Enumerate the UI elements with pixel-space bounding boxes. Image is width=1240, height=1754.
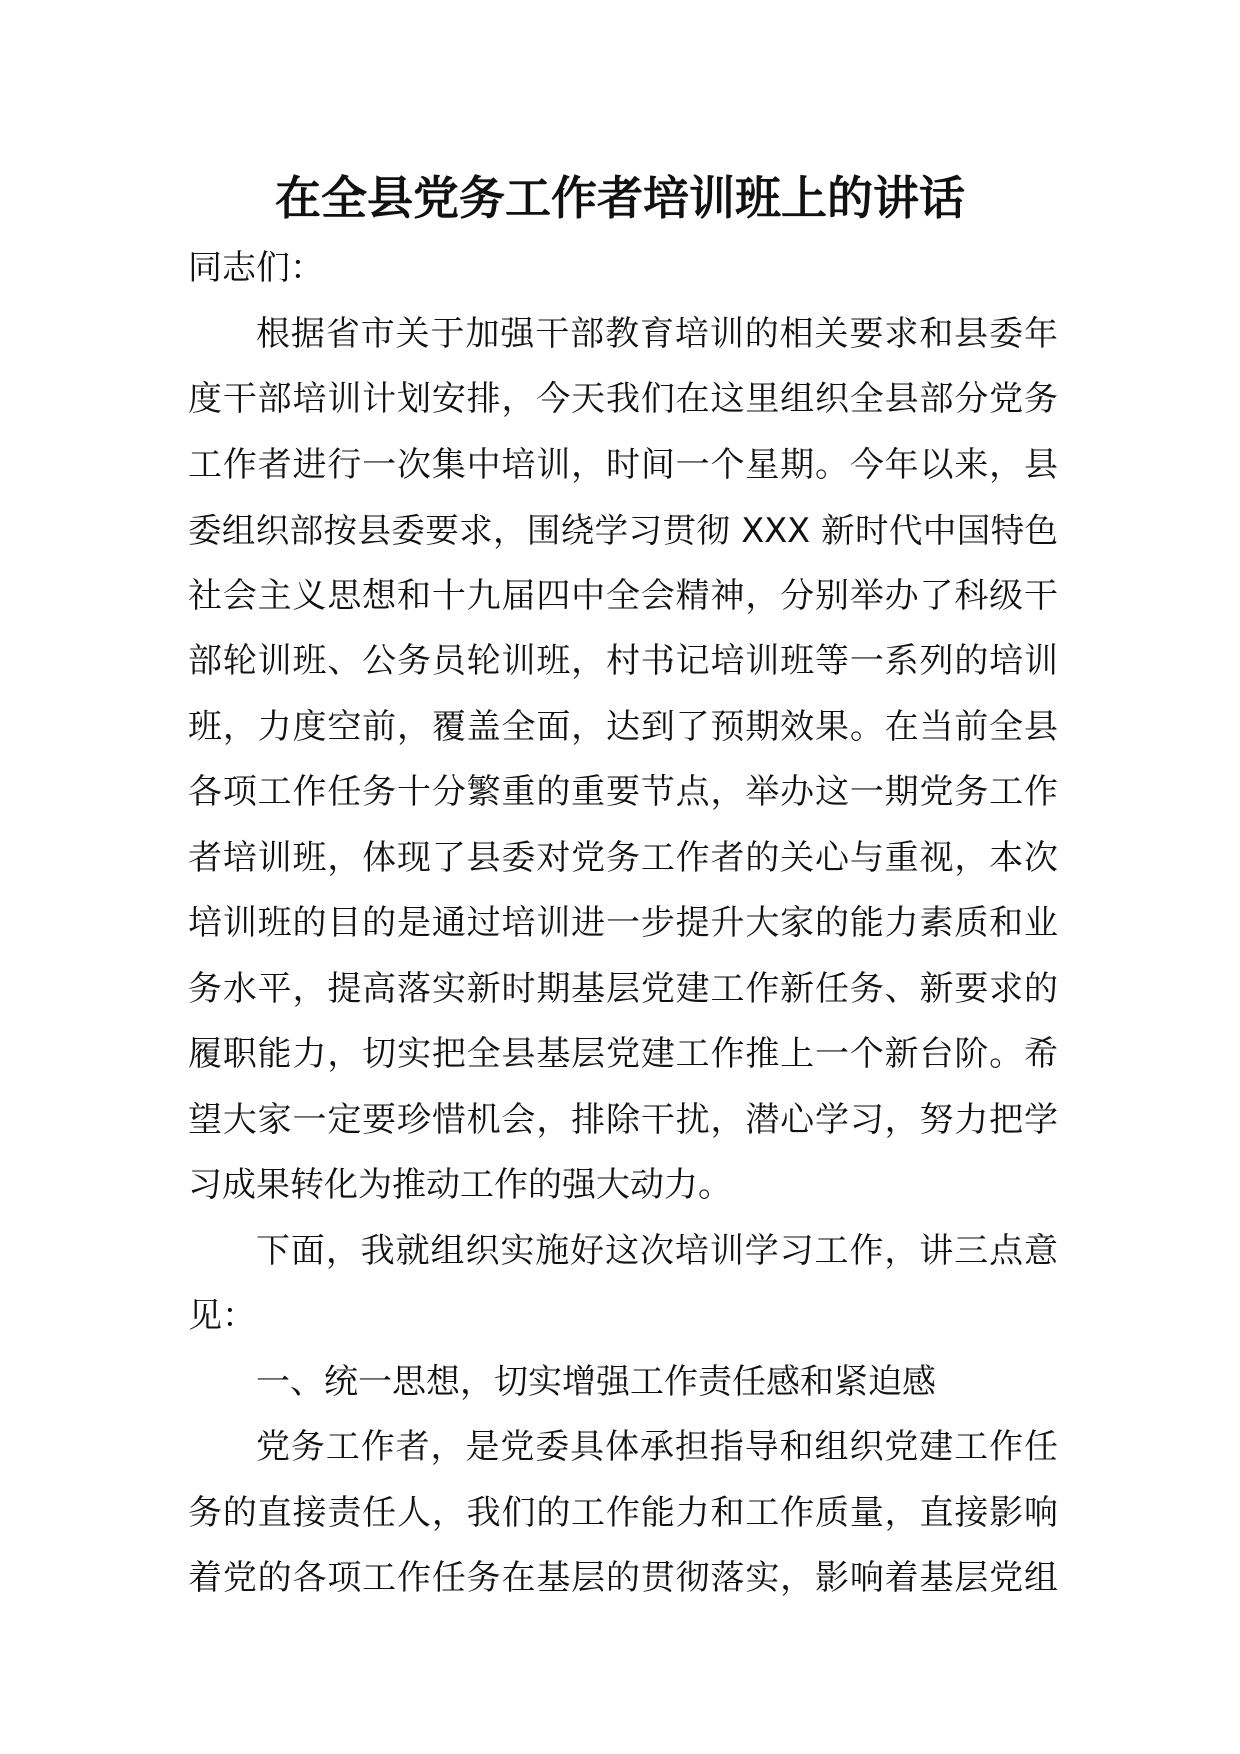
text-line: 社会主义思想和十九届四中全会精神，分别举办了科级干	[188, 575, 1058, 616]
text-line: 务的直接责任人，我们的工作能力和工作质量，直接影响	[188, 1492, 1058, 1533]
text-line: 习成果转化为推动工作的强大动力。	[188, 1165, 732, 1205]
text-line: 各项工作任务十分繁重的重要节点，举办这一期党务工作	[188, 772, 1058, 812]
text-line: 见：	[188, 1296, 256, 1336]
text-line: 根据省市关于加强干部教育培训的相关要求和县委年	[256, 313, 1058, 354]
document-body	[188, 236, 1058, 1612]
text-line: 度干部培训计划安排，今天我们在这里组织全县部分党务	[188, 379, 1058, 419]
text-line: 着党的各项工作任务在基层的贯彻落实，影响着基层党组	[188, 1558, 1058, 1598]
text-line: 委组织部按县委要求，围绕学习贯彻 XXX 新时代中国特色	[188, 511, 1058, 550]
text-line: 务水平，提高落实新时期基层党建工作新任务、新要求的	[188, 968, 1058, 1009]
text-line: 党务工作者，是党委具体承担指导和组织党建工作任	[256, 1427, 1058, 1467]
text-line: 履职能力，切实把全县基层党建工作推上一个新台阶。希	[188, 1034, 1058, 1074]
text-line: 下面，我就组织实施好这次培训学习工作，讲三点意	[256, 1230, 1058, 1271]
text-line: 望大家一定要珍惜机会，排除干扰，潜心学习，努力把学	[188, 1099, 1058, 1140]
document-title: 在全县党务工作者培训班上的讲话	[275, 171, 965, 225]
text-line: 一、统一思想，切实增强工作责任感和紧迫感	[256, 1361, 936, 1402]
text-line: 培训班的目的是通过培训进一步提升大家的能力素质和业	[188, 903, 1058, 943]
text-line: 同志们：	[188, 248, 324, 288]
text-line: 者培训班，体现了县委对党务工作者的关心与重视，本次	[188, 837, 1058, 878]
text-line: 工作者进行一次集中培训，时间一个星期。今年以来，县	[188, 444, 1058, 485]
text-line: 部轮训班、公务员轮训班，村书记培训班等一系列的培训	[188, 641, 1058, 681]
text-line: 班，力度空前，覆盖全面，达到了预期效果。在当前全县	[188, 706, 1058, 747]
